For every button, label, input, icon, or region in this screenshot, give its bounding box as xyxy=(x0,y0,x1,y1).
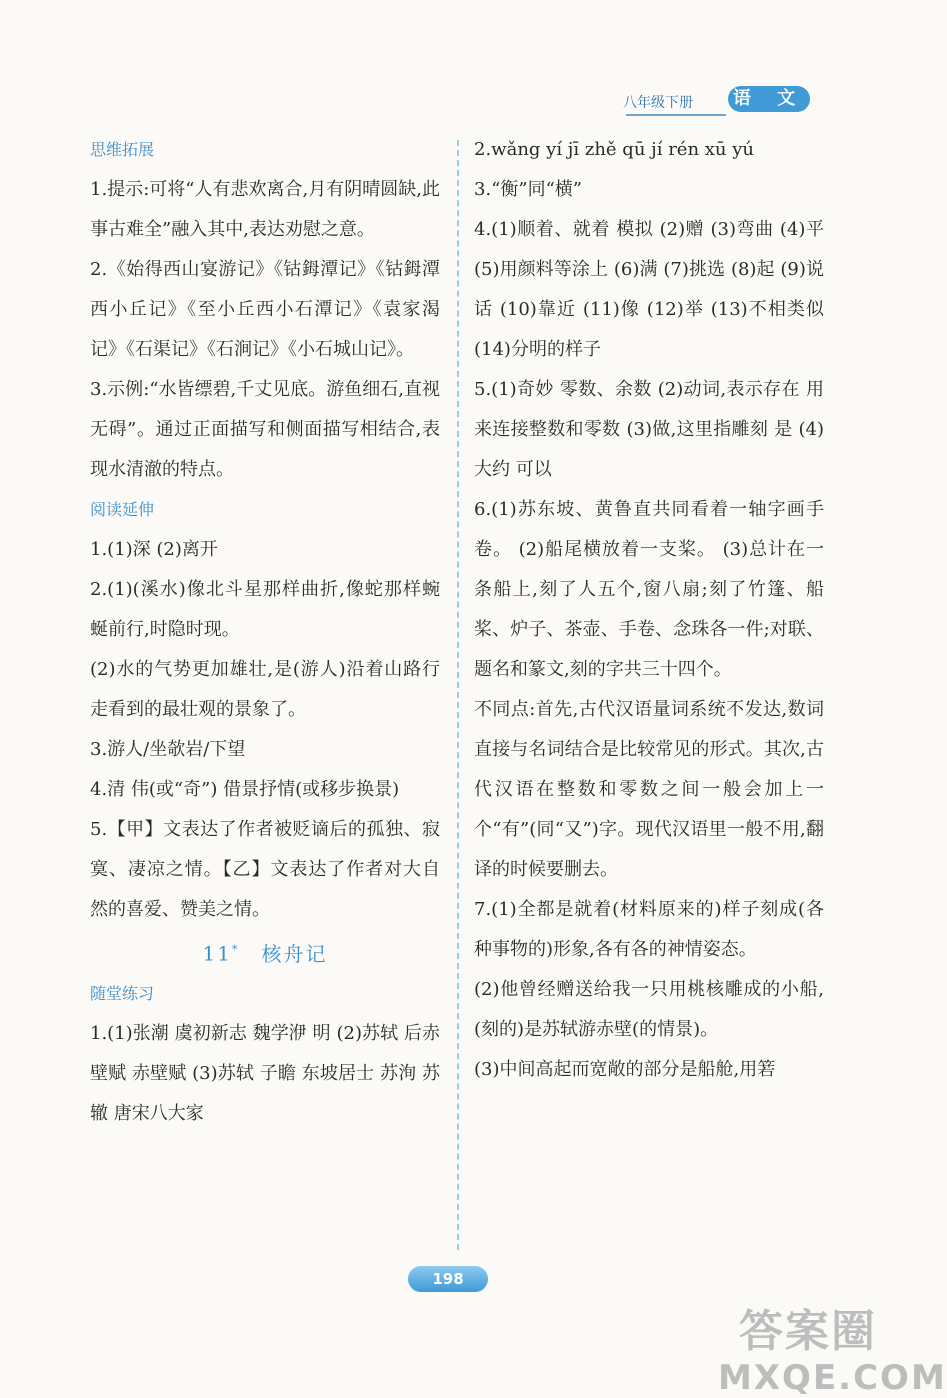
lesson-number: 11 xyxy=(202,941,232,966)
answer-paragraph: 2.(1)(溪水)像北斗星那样曲折,像蛇那样蜿蜒前行,时隐时现。 xyxy=(90,579,440,640)
lesson-mark: * xyxy=(231,943,240,956)
answer-paragraph: (2)他曾经赠送给我一只用桃核雕成的小船,(刻的)是苏轼游赤壁(的情景)。 xyxy=(474,979,824,1040)
answer-paragraph: 1.(1)张潮 虞初新志 魏学洢 明 (2)苏轼 后赤壁赋 赤壁赋 (3)苏轼 子瞻 东坡居士 苏洵 苏辙 唐宋八大家 xyxy=(90,1022,440,1124)
section-heading: 随堂练习 xyxy=(90,983,155,1003)
section-heading: 思维拓展 xyxy=(90,140,155,159)
answer-paragraph: 5.【甲】文表达了作者被贬谪后的孤独、寂寞、凄凉之情。【乙】文表达了作者对大自然的喜爱、赞美之情。 xyxy=(90,819,440,920)
page-header xyxy=(0,80,900,120)
answer-paragraph: 4.清 伟(或“奇”) 借景抒情(或移步换景) xyxy=(90,779,400,800)
subject-badge: 语 文 xyxy=(728,86,810,112)
watermark-domain: MXQE.COM xyxy=(718,1358,947,1398)
lesson-title xyxy=(90,930,440,974)
answer-paragraph: 1.(1)深 (2)离开 xyxy=(90,539,218,560)
grade-label: 八年级下册 xyxy=(623,95,693,111)
answer-paragraph: 3.游人/坐欹岩/下望 xyxy=(90,739,246,760)
header-underline xyxy=(626,114,726,116)
lesson-name: 核舟记 xyxy=(261,941,328,966)
section-heading: 阅读延伸 xyxy=(90,500,155,519)
answer-paragraph: 7.(1)全都是就着(材料原来的)样子刻成(各种事物的)形象,各有各的神情姿态。 xyxy=(474,899,824,960)
answer-paragraph: 3.示例:“水皆缥碧,千丈见底。游鱼细石,直视无碍”。通过正面描写和侧面描写相结合,表现水清澈的特点。 xyxy=(90,379,440,480)
watermark-logo xyxy=(718,1295,947,1398)
answer-paragraph: 3.“衡”同“横” xyxy=(474,179,582,200)
answer-paragraph: 4.(1)顺着、就着 模拟 (2)赠 (3)弯曲 (4)平 (5)用颜料等涂上 (6)满 (7)挑选 (8)起 (9)说话 (10)靠近 (11)像 (12)举 (13)不相类似 (14)分明的样子 xyxy=(474,219,824,360)
left-column xyxy=(90,130,440,1134)
right-column xyxy=(474,130,824,1090)
page-number: 198 xyxy=(408,1266,488,1292)
answer-paragraph: 6.(1)苏东坡、黄鲁直共同看着一轴字画手卷。 (2)船尾横放着一支桨。 (3)总计在一条船上,刻了人五个,窗八扇;刻了竹篷、船桨、炉子、茶壶、手卷、念珠各一件;对联、题名和篆文,刻的字共三十四个。 xyxy=(474,499,824,680)
watermark-main: 答案圈 xyxy=(739,1306,877,1357)
answer-paragraph: 1.提示:可将“人有悲欢离合,月有阴晴圆缺,此事古难全”融入其中,表达劝慰之意。 xyxy=(90,179,440,240)
answer-paragraph: (2)水的气势更加雄壮,是(游人)沿着山路行走看到的最壮观的景象了。 xyxy=(90,659,440,720)
answer-paragraph: 5.(1)奇妙 零数、余数 (2)动词,表示存在 用来连接整数和零数 (3)做,这里指雕刻 是 (4)大约 可以 xyxy=(474,379,824,480)
answer-paragraph: 2.wǎng yí jī zhě qū jí rén xū yú xyxy=(474,139,755,160)
answer-paragraph: 2.《始得西山宴游记》《钴鉧潭记》《钴鉧潭西小丘记》《至小丘西小石潭记》《袁家渴记》《石渠记》《石涧记》《小石城山记》。 xyxy=(90,259,440,360)
answer-paragraph: 不同点:首先,古代汉语量词系统不发达,数词直接与名词结合是比较常见的形式。其次,古代汉语在整数和零数之间一般会加上一个“有”(同“又”)字。现代汉语里一般不用,翻译的时候要删去。 xyxy=(474,699,824,880)
column-divider xyxy=(457,140,459,1250)
answer-paragraph: (3)中间高起而宽敞的部分是船舱,用箬 xyxy=(474,1059,776,1080)
